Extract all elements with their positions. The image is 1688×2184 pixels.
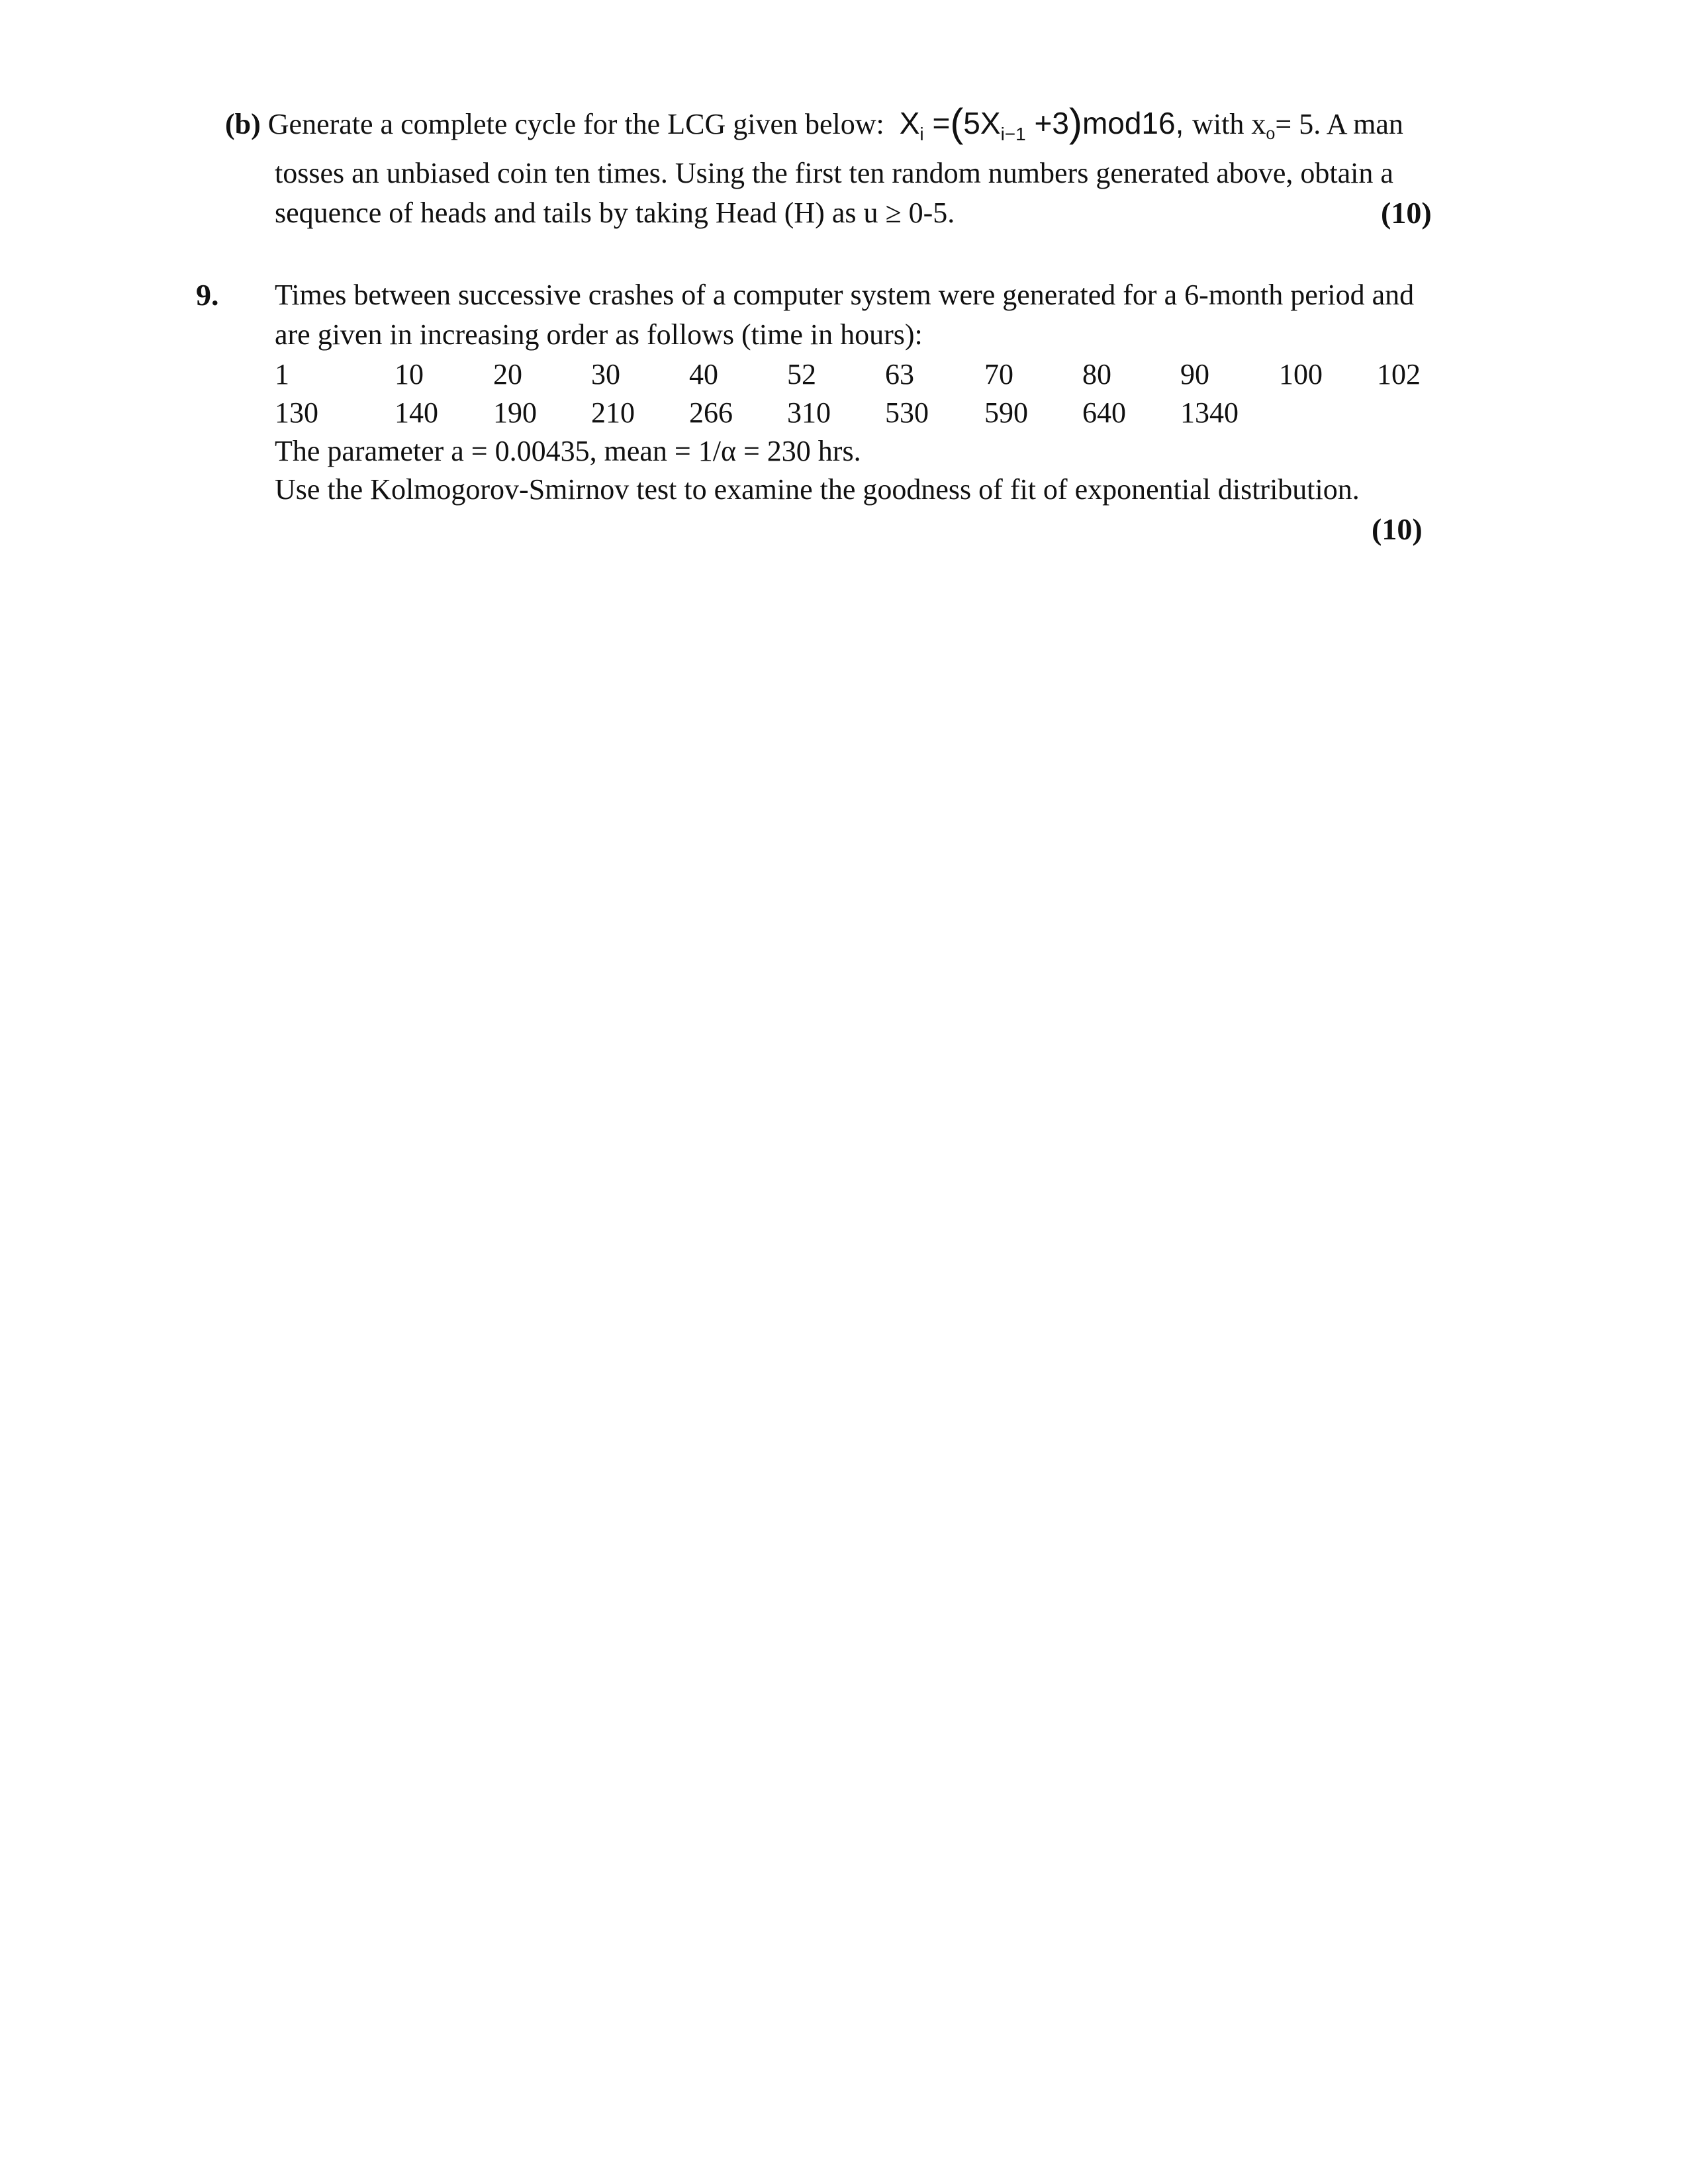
seed-text-1: with x [1192, 108, 1266, 140]
formula-lhs-sub: i [919, 124, 924, 144]
formula-mod: mod16, [1082, 106, 1184, 140]
question-9-marks: (10) [1372, 512, 1423, 546]
formula-plus: +3 [1034, 106, 1069, 140]
part-b-label: (b) [225, 108, 261, 140]
data-cell: 1340 [1180, 396, 1239, 429]
data-cell: 530 [885, 396, 929, 429]
part-b-marks: (10) [1381, 196, 1432, 230]
formula-coef-sub: i−1 [1000, 124, 1026, 144]
data-cell: 52 [787, 358, 816, 390]
question-9-line-2: are given in increasing order as follows (time in hours): [275, 318, 923, 351]
formula-coef: 5X [963, 106, 1001, 140]
data-cell: 10 [395, 358, 424, 390]
formula-eq: = [932, 106, 951, 140]
formula-close-paren: ) [1068, 101, 1082, 145]
data-cell: 210 [591, 396, 635, 429]
data-cell: 80 [1082, 358, 1111, 390]
data-cell: 590 [984, 396, 1028, 429]
data-cell: 20 [493, 358, 522, 390]
data-cell: 130 [275, 396, 318, 429]
data-cell: 1 [275, 358, 289, 390]
data-cell: 63 [885, 358, 914, 390]
data-cell: 266 [689, 396, 733, 429]
formula-open-paren: ( [950, 101, 964, 145]
parameter-line: The parameter a = 0.00435, mean = 1/α = 230 hrs. [275, 435, 861, 467]
seed-text-2: = 5. A man [1275, 108, 1403, 140]
data-cell: 40 [689, 358, 718, 390]
data-cell: 310 [787, 396, 831, 429]
data-cell: 140 [395, 396, 438, 429]
question-9-number: 9. [196, 278, 219, 312]
formula-lhs: X [899, 106, 920, 140]
part-b-line-2: tosses an unbiased coin ten times. Using the first ten random numbers generated above, obtain a [275, 157, 1393, 189]
data-cell: 190 [493, 396, 537, 429]
data-cell: 30 [591, 358, 620, 390]
question-9-line-1: Times between successive crashes of a computer system were generated for a 6-month period and [275, 279, 1415, 311]
data-cell: 640 [1082, 396, 1126, 429]
data-cell: 100 [1279, 358, 1323, 390]
data-cell: 102 [1377, 358, 1421, 390]
data-cell: 90 [1180, 358, 1209, 390]
part-b-line-3: sequence of heads and tails by taking Head (H) as u ≥ 0-5. [275, 197, 955, 229]
ks-test-line: Use the Kolmogorov-Smirnov test to examine the goodness of fit of exponential distribution. [275, 473, 1360, 506]
part-b-line-1 [225, 101, 1403, 152]
lcg-formula [899, 101, 1192, 145]
part-b-intro: Generate a complete cycle for the LCG given below: [267, 108, 884, 140]
data-cell: 70 [984, 358, 1013, 390]
seed-sub: o [1266, 123, 1276, 144]
